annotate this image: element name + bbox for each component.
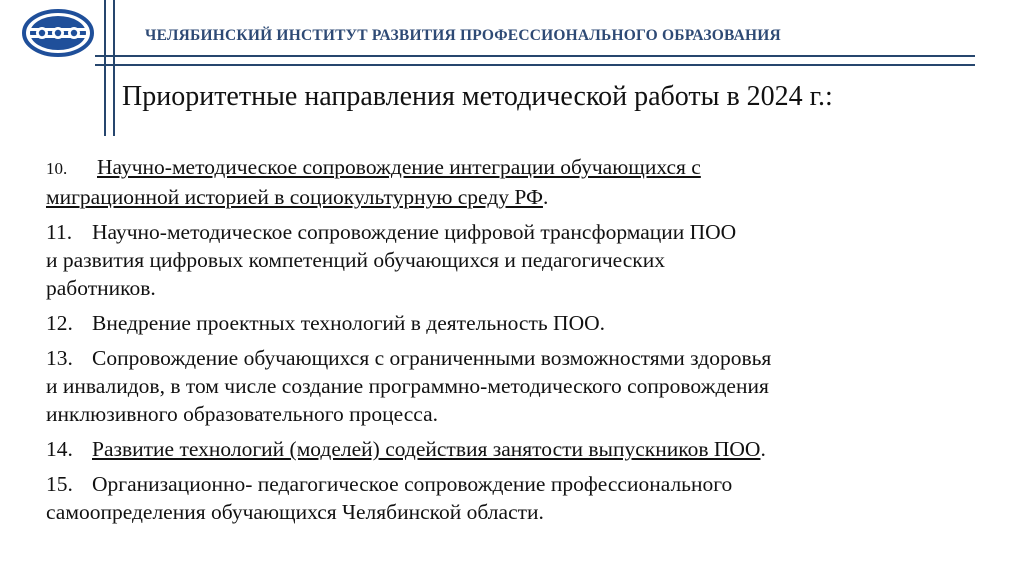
item-text: миграционной историей в социокультурную среду РФ <box>46 185 543 209</box>
item-text: и развития цифровых компетенций обучающихся и педагогических <box>46 248 665 272</box>
item-text: Внедрение проектных технологий в деятельность ПОО. <box>92 311 606 335</box>
item-text: самоопределения обучающихся Челябинской области. <box>46 500 544 524</box>
item-trailing: . <box>760 437 766 461</box>
item-text: Развитие технологий (моделей) содействия занятости выпускников ПОО <box>92 437 761 461</box>
slide-title: Приоритетные направления методической работы в 2024 г.: <box>122 81 833 112</box>
item-number: 12. <box>46 311 73 335</box>
decorative-vertical-line <box>113 0 115 136</box>
item-text: Научно-методическое сопровождение интеграции обучающихся с <box>97 155 701 179</box>
item-text: и инвалидов, в том числе создание программно-методического сопровождения <box>46 374 769 398</box>
decorative-vertical-line <box>104 0 106 136</box>
institute-logo-icon <box>22 8 94 58</box>
decorative-horizontal-line <box>95 64 975 66</box>
priority-list <box>46 153 996 533</box>
list-item <box>46 470 996 526</box>
item-text: Организационно- педагогическое сопровождение профессионального <box>92 472 733 496</box>
item-text: работников. <box>46 276 156 300</box>
list-item <box>46 218 996 302</box>
decorative-horizontal-line <box>95 55 975 57</box>
item-text: Сопровождение обучающихся с ограниченными возможностями здоровья <box>92 346 772 370</box>
item-text: инклюзивного образовательного процесса. <box>46 402 439 426</box>
organization-name: ЧЕЛЯБИНСКИЙ ИНСТИТУТ РАЗВИТИЯ ПРОФЕССИОНАЛЬНОГО ОБРАЗОВАНИЯ <box>145 27 781 44</box>
item-number: 11. <box>46 220 73 244</box>
item-number: 15. <box>46 472 73 496</box>
item-trailing: . <box>542 185 549 209</box>
item-number: 13. <box>46 346 73 370</box>
item-text: Научно-методическое сопровождение цифровой трансформации ПОО <box>92 220 737 244</box>
list-item <box>46 309 996 337</box>
item-number: 14. <box>46 437 73 461</box>
list-item <box>46 435 996 463</box>
list-item <box>46 153 996 211</box>
list-item <box>46 344 996 428</box>
item-number: 10. <box>46 159 68 178</box>
